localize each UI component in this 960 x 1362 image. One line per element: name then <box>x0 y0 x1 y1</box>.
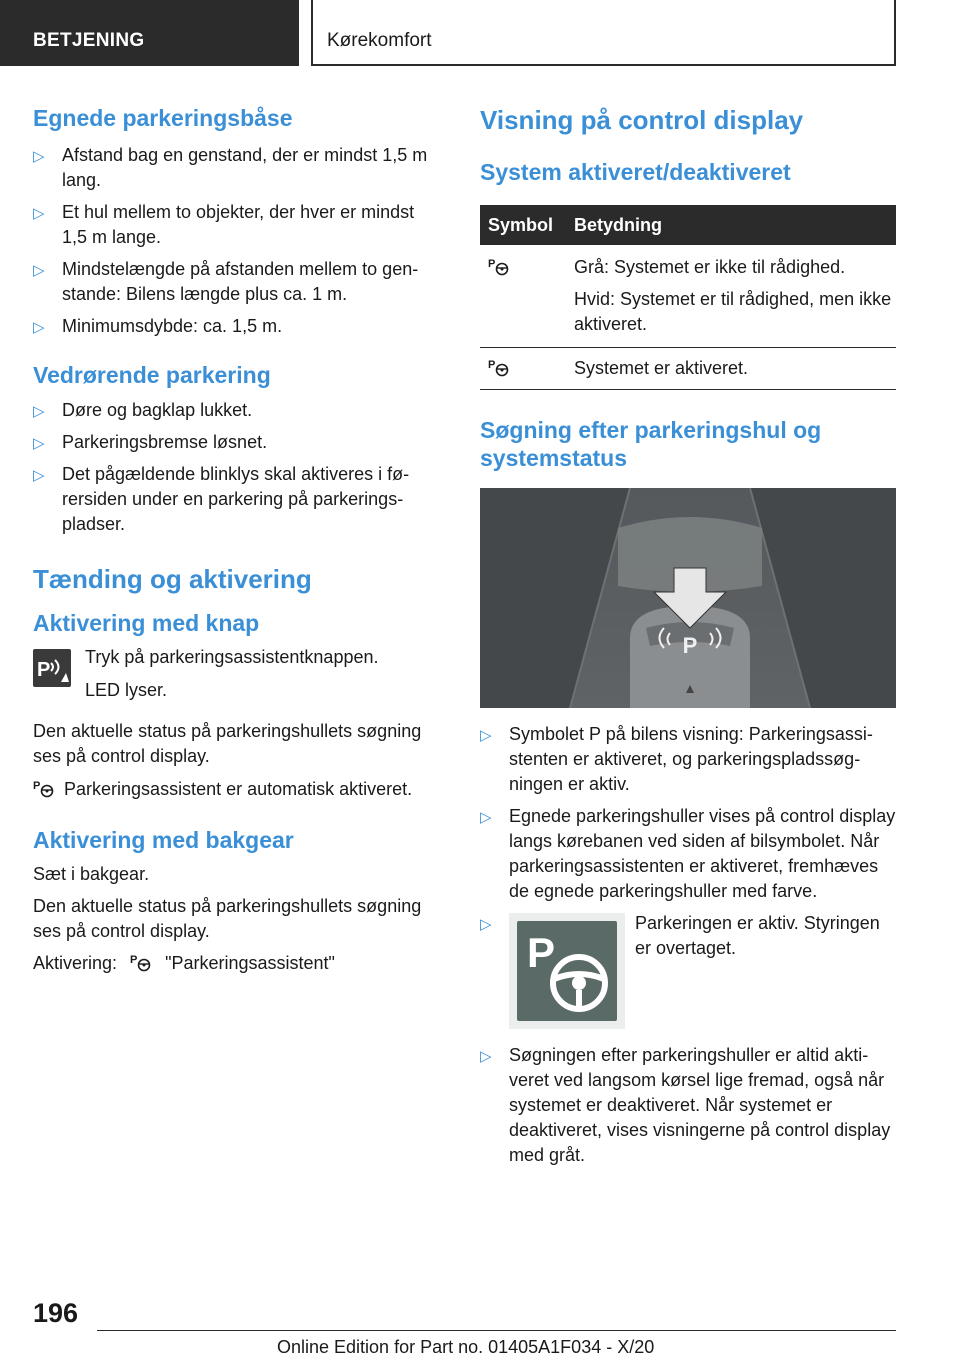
activation-line: Aktivering: P "Parkeringsassistent" <box>33 953 335 973</box>
row1-meaning-white: Hvid: Systemet er til rådighed, men ikke aktiveret. <box>574 289 892 334</box>
heading-control-display: Visning på control display <box>480 105 804 135</box>
left-column <box>33 100 443 976</box>
triangle-bullet-icon: ▷ <box>480 727 492 744</box>
button-instruction <box>33 645 443 705</box>
list-item: ▷ Minimumsdybde: ca. 1,5 m. <box>33 314 443 339</box>
edition-text: Online Edition for Part no. 01405A1F034 - X/20 <box>277 1337 655 1357</box>
col-meaning: Betydning <box>574 205 896 245</box>
triangle-bullet-icon: ▷ <box>33 435 45 452</box>
svg-text:P: P <box>33 780 41 792</box>
page-header <box>0 0 960 66</box>
footer-divider <box>97 1330 896 1331</box>
list-item: ▷ Døre og bagklap lukket. <box>33 398 443 423</box>
led-text: LED lyser. <box>85 680 168 700</box>
parking-assistant-button-icon <box>33 649 71 687</box>
svg-text:P: P <box>527 929 556 976</box>
triangle-bullet-icon: ▷ <box>33 148 45 165</box>
triangle-bullet-icon: ▷ <box>480 1048 492 1065</box>
svg-text:P: P <box>488 258 496 270</box>
heading-system-status: System aktiveret/deaktiveret <box>480 159 791 185</box>
list-item: ▷ Et hul mellem to objekter, der hver er mindst 1,5 m lange. <box>33 202 415 247</box>
list-item <box>480 911 896 1027</box>
steering-text: Parkeringen er aktiv. Styringen er overtaget. <box>635 913 880 958</box>
heading-suitable-bay: Egnede parkeringsbåse <box>33 105 293 131</box>
heading-activate-with-reverse: Aktivering med bakgear <box>33 827 294 853</box>
svg-text:P: P <box>682 633 698 658</box>
list-item: ▷ Afstand bag en genstand, der er mindst 1,5 m lang. <box>33 145 428 190</box>
heading-search-status: Søgning efter parkeringshul og systemstatus <box>480 417 822 471</box>
svg-text:P: P <box>130 954 138 966</box>
list-item: ▷ Parkeringsbremse løsnet. <box>33 430 443 455</box>
page-number: 196 <box>33 1298 79 1328</box>
heading-regarding-parking: Vedrørende parkering <box>33 362 271 388</box>
triangle-bullet-icon: ▷ <box>33 403 45 420</box>
list-item: ▷ Søgningen efter parkeringshuller er altid aktiveret ved langsom kørsel lige fremad, også når systemet er deaktiveret. Når systemet er deaktiveret, vises visningerne på control display med gråt. <box>480 1045 891 1165</box>
list-item: ▷ Det pågældende blinklys skal aktiveres i førersiden under en parkering på parkeringspladser. <box>33 464 410 534</box>
table-row <box>480 245 896 348</box>
triangle-bullet-icon: ▷ <box>33 467 45 484</box>
list-item: ▷ Symbolet P på bilens visning: Parkeringsassistenten er aktiveret, og parkeringspladssøgningen er aktiv. <box>480 724 873 794</box>
steering-takeover-icon <box>509 913 625 1029</box>
triangle-bullet-icon: ▷ <box>33 262 45 279</box>
svg-text:P: P <box>488 359 496 371</box>
section-title: BETJENING <box>0 0 299 66</box>
parking-steering-icon <box>33 778 55 798</box>
list-item: ▷ Mindstelængde på afstanden mellem to genstande: Bilens længde plus ca. 1 m. <box>33 259 419 304</box>
right-column <box>480 100 896 1175</box>
heading-activate-with-button: Aktivering med knap <box>33 610 260 636</box>
reverse-text: Sæt i bakgear. <box>33 864 150 884</box>
status-text: Den aktuelle status på parkeringshullets søgning ses på control display. <box>33 721 422 766</box>
status-text-2: Den aktuelle status på parkeringshullets søgning ses på control display. <box>33 896 422 941</box>
table-header-row <box>480 205 896 245</box>
table-row <box>480 348 896 390</box>
svg-text:P: P <box>37 659 51 681</box>
auto-active-line: P Parkeringsassistent er automatisk aktiveret. <box>33 779 413 799</box>
list-item: ▷ Egnede parkeringshuller vises på control display langs kørebanen ved siden af bilsymbolet. Når parkeringsassistenten er aktiveret, fremhæves de egnede parkeringshuller med farve. <box>480 806 896 901</box>
parking-conditions-list <box>33 398 443 537</box>
bay-requirements-list <box>33 143 443 339</box>
row2-meaning: Systemet er aktiveret. <box>574 348 896 390</box>
parking-steering-icon <box>488 357 510 377</box>
col-symbol: Symbol <box>480 205 574 245</box>
symbol-table <box>480 205 896 390</box>
press-button-text: Tryk på parkeringsassistentknappen. <box>85 647 379 667</box>
parking-steering-icon <box>488 256 510 276</box>
triangle-bullet-icon: ▷ <box>480 916 492 933</box>
heading-ignition-activation: Tænding og aktivering <box>33 564 312 594</box>
triangle-bullet-icon: ▷ <box>33 319 45 336</box>
triangle-bullet-icon: ▷ <box>480 809 492 826</box>
chapter-title: Kørekomfort <box>311 0 896 66</box>
row1-meaning-gray: Grå: Systemet er ikke til rådighed. <box>574 257 846 277</box>
triangle-bullet-icon: ▷ <box>33 205 45 222</box>
parking-steering-icon <box>130 952 152 972</box>
control-display-illustration <box>480 488 896 708</box>
search-status-list <box>480 722 896 1168</box>
